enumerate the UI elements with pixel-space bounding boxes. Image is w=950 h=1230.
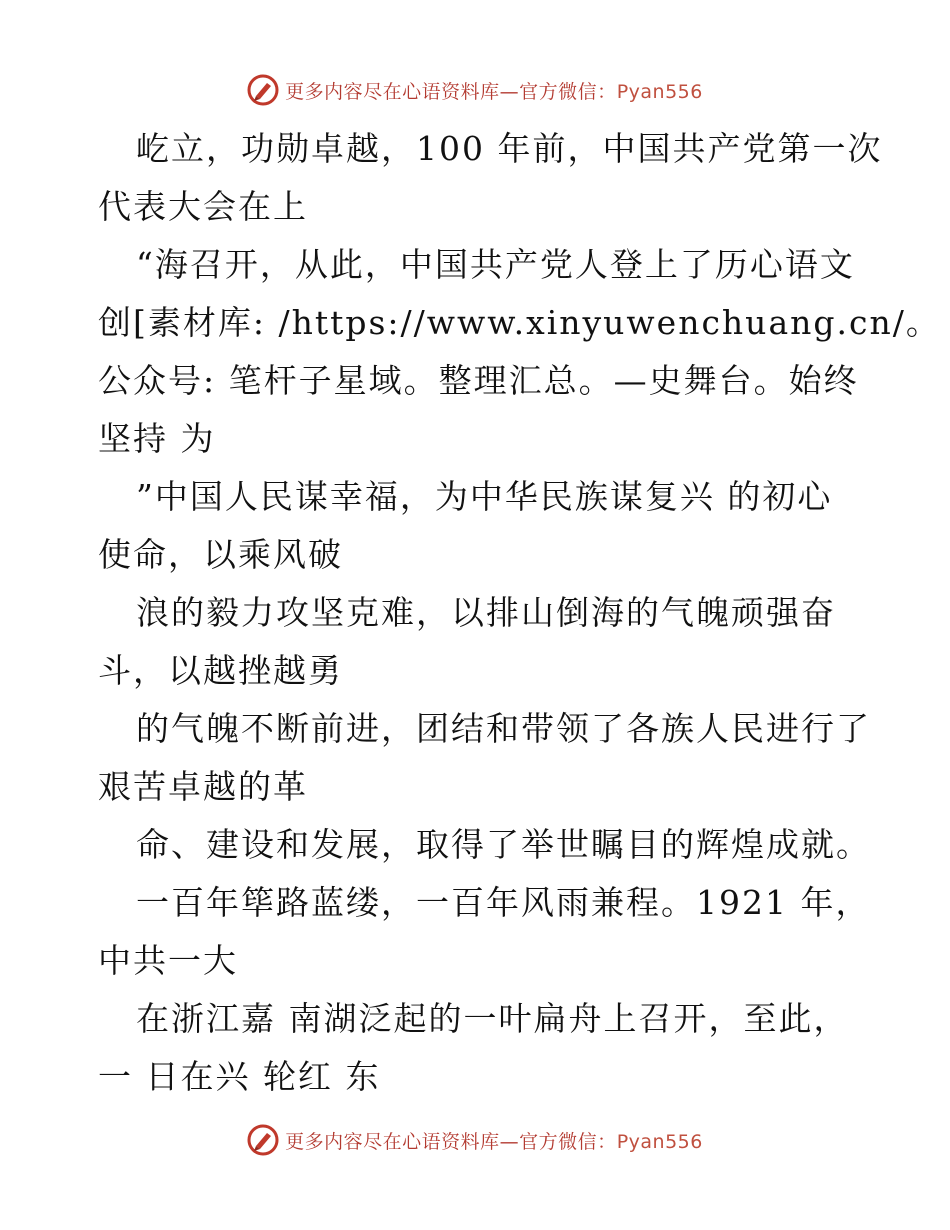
text-line: 坚持 为 (98, 419, 216, 458)
pen-logo-icon (247, 74, 279, 106)
text-line: ”中国人民谋幸福，为中华民族谋复兴 的初心 (136, 477, 833, 516)
text-line: 艰苦卓越的革 (98, 767, 308, 806)
banner-text (285, 77, 703, 104)
banner-wechat-id: Pyan556 (616, 1130, 703, 1153)
text-line: 在浙江嘉 南湖泛起的一叶扁舟上召开，至此， (136, 999, 849, 1038)
header-banner (0, 70, 950, 110)
text-line: 屹立，功勋卓越，100 年前，中国共产党第一次 (136, 129, 883, 168)
banner-wechat-id: Pyan556 (616, 80, 703, 103)
banner-separator: — (499, 1130, 520, 1153)
text-line: 公众号: 笔杆子星域。整理汇总。—史舞台。始终 (98, 361, 859, 400)
banner-wechat-label: 官方微信： (519, 1130, 617, 1153)
text-line: 创[素材库: /https://www.xinyuwenchuang.cn/。 (98, 303, 941, 342)
text-line: 一百年筚路蓝缕，一百年风雨兼程。1921 年， (136, 883, 871, 922)
text-line: 使命，以乘风破 (98, 535, 343, 574)
text-line: 的气魄不断前进，团结和带领了各族人民进行了 (136, 709, 871, 748)
footer-banner (0, 1120, 950, 1160)
text-line: “海召开，从此，中国共产党人登上了历心语文 (136, 245, 855, 284)
text-line: 命、建设和发展，取得了举世瞩目的辉煌成就。 (136, 825, 871, 864)
text-line: 中共一大 (98, 941, 238, 980)
text-line: 斗，以越挫越勇 (98, 651, 343, 690)
text-line: 浪的毅力攻坚克难，以排山倒海的气魄顽强奋 (136, 593, 836, 632)
document-body (98, 120, 941, 1106)
banner-text (285, 1127, 703, 1154)
pen-logo-icon (247, 1124, 279, 1156)
banner-main-text: 更多内容尽在心语资料库 (285, 1130, 500, 1153)
text-line: 代表大会在上 (98, 187, 308, 226)
banner-main-text: 更多内容尽在心语资料库 (285, 80, 500, 103)
banner-separator: — (499, 80, 520, 103)
banner-wechat-label: 官方微信： (519, 80, 617, 103)
text-line: 一 日在兴 轮红 东 (98, 1057, 381, 1096)
